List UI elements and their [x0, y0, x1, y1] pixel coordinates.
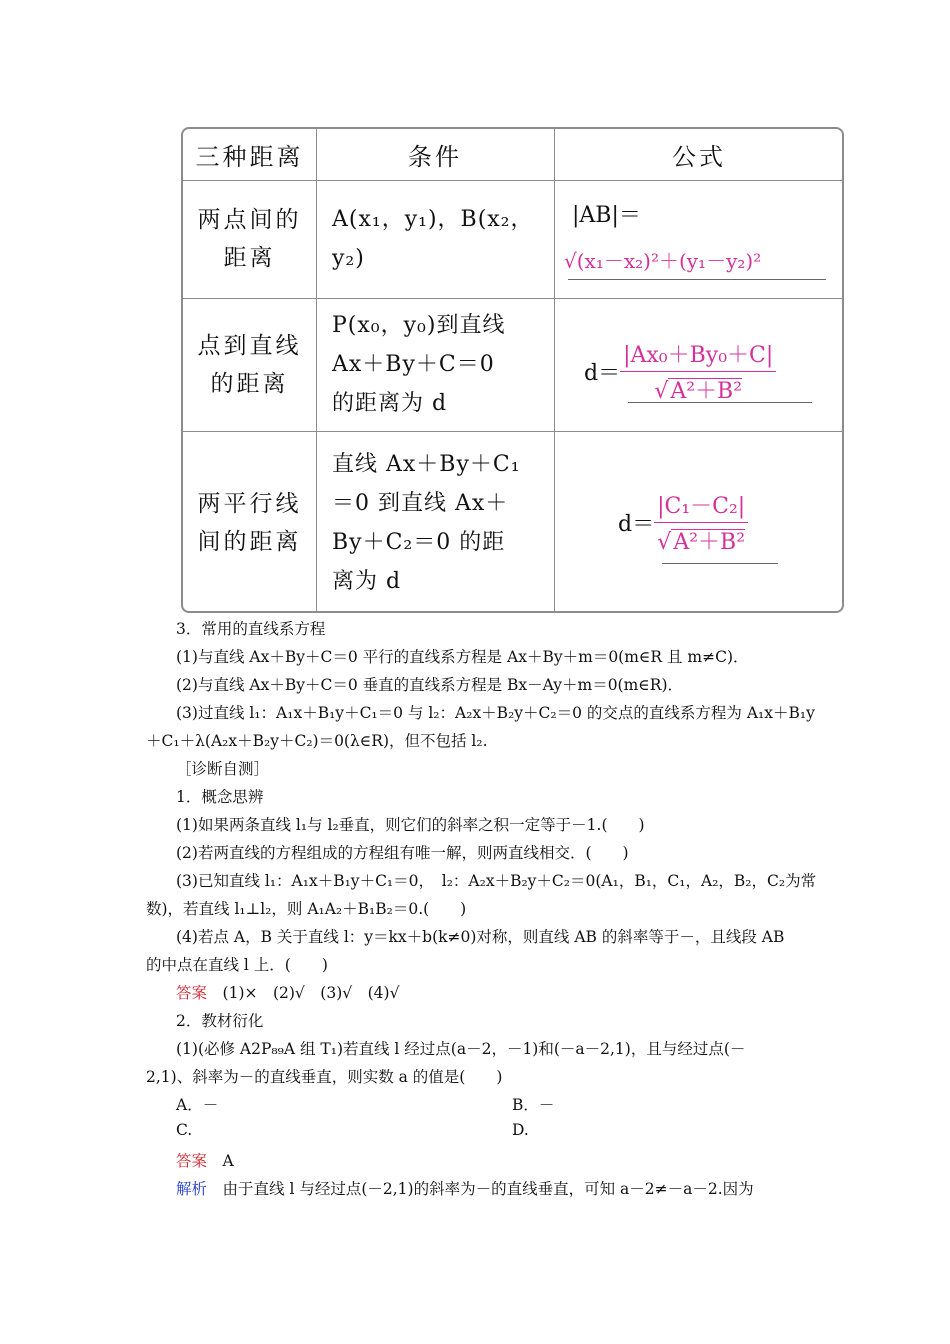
text-line: (3)已知直线 l₁：A₁x＋B₁y＋C₁＝0， l₂：A₂x＋B₂y＋C₂＝0(A₁，B₁，C₁，A₂，B₂，C₂为常: [176, 872, 817, 890]
distance-table: [181, 127, 844, 613]
table-row-formula: d＝ $\frac{\text{|Ax₀＋By₀＋C|}}{\text{√A²＋B²}}$: [554, 298, 844, 431]
underline: [568, 279, 826, 280]
distance-formula: √(x₁－x₂)²＋(y₁－y₂)²: [564, 249, 762, 273]
section-title: ［诊断自测］: [176, 760, 270, 778]
underline: [662, 563, 778, 564]
option-b: B．－: [512, 1096, 555, 1114]
text-line: ＋C₁＋λ(A₂x＋B₂y＋C₂)＝0(λ∈R)，但不包括 l₂.: [146, 732, 488, 750]
option-c: C.: [176, 1121, 193, 1139]
text-line: (2)若两直线的方程组成的方程组有唯一解，则两直线相交．( ): [176, 844, 629, 862]
analysis-line: 解析 由于直线 l 与经过点(－2,1)的斜率为－的直线垂直，可知 a－2≠－a－2.因为: [176, 1180, 754, 1198]
answer-label: 答案: [176, 1152, 208, 1170]
option-d: D.: [512, 1121, 529, 1139]
text-line: (4)若点 A，B 关于直线 l：y＝kx＋b(k≠0)对称，则直线 AB 的斜率等于－，且线段 AB: [176, 928, 785, 946]
table-row-condition: 直线 Ax＋By＋C₁ ＝0 到直线 Ax＋ By＋C₂＝0 的距 离为 d: [332, 452, 521, 594]
table-header-type: 三种距离: [195, 143, 304, 171]
section-title: 1．概念思辨: [176, 788, 264, 806]
table-header-formula: 公式: [672, 143, 726, 171]
text-line: (3)过直线 l₁：A₁x＋B₁y＋C₁＝0 与 l₂：A₂x＋B₂y＋C₂＝0 的交点的直线系方程为 A₁x＋B₁y: [176, 704, 815, 722]
table-row-label: 两点间的 距离: [197, 207, 302, 271]
text-line: (1)与直线 Ax＋By＋C＝0 平行的直线系方程是 Ax＋By＋m＝0(m∈R 且 m≠C)．: [176, 648, 749, 666]
text-line: (2)与直线 Ax＋By＋C＝0 垂直的直线系方程是 Bx－Ay＋m＝0(m∈R)．: [176, 676, 683, 694]
table-row-label: 点到直线 的距离: [197, 332, 302, 397]
section-title: 3．常用的直线系方程: [176, 620, 326, 638]
underline: [628, 402, 812, 403]
table-row-condition: P(x₀，y₀)到直线 Ax＋By＋C＝0 的距离为 d: [332, 313, 506, 416]
table-row-formula: |AB|＝ √(x₁－x₂)²＋(y₁－y₂)²: [554, 180, 844, 298]
text-line: 的中点在直线 l 上．( ): [146, 956, 328, 974]
table-row-label: 两平行线 间的距离: [197, 491, 302, 555]
parallel-line-formula: $\frac{\text{|C₁－C₂|}}{\text{√A²＋B²}}$: [654, 489, 748, 556]
table-header-condition: 条件: [408, 143, 462, 171]
answer-line: 答案 A: [176, 1152, 234, 1170]
table-row-condition: A(x₁，y₁)，B(x₂， y₂): [332, 207, 534, 271]
text-line: (1)(必修 A2P₈₉A 组 T₁)若直线 l 经过点(a－2，－1)和(－a－2,1)，且与经过点(－: [176, 1040, 746, 1058]
point-line-formula: $\frac{\text{|Ax₀＋By₀＋C|}}{\text{√A²＋B²}}$: [620, 338, 776, 405]
answer-label: 答案: [176, 984, 208, 1002]
table-row-formula: d＝ $\frac{\text{|C₁－C₂|}}{\text{√A²＋B²}}$: [554, 431, 844, 613]
answer-line: 答案 (1)× (2)√ (3)√ (4)√: [176, 984, 400, 1002]
option-a: A．－: [176, 1096, 219, 1114]
analysis-label: 解析: [176, 1180, 208, 1198]
text-line: (1)如果两条直线 l₁与 l₂垂直，则它们的斜率之积一定等于－1.( ): [176, 816, 645, 834]
text-line: 数)，若直线 l₁⊥l₂，则 A₁A₂＋B₁B₂＝0.( ): [146, 900, 467, 918]
text-line: 2,1)、斜率为－的直线垂直，则实数 a 的值是( ): [146, 1068, 503, 1086]
section-title: 2．教材衍化: [176, 1012, 264, 1030]
